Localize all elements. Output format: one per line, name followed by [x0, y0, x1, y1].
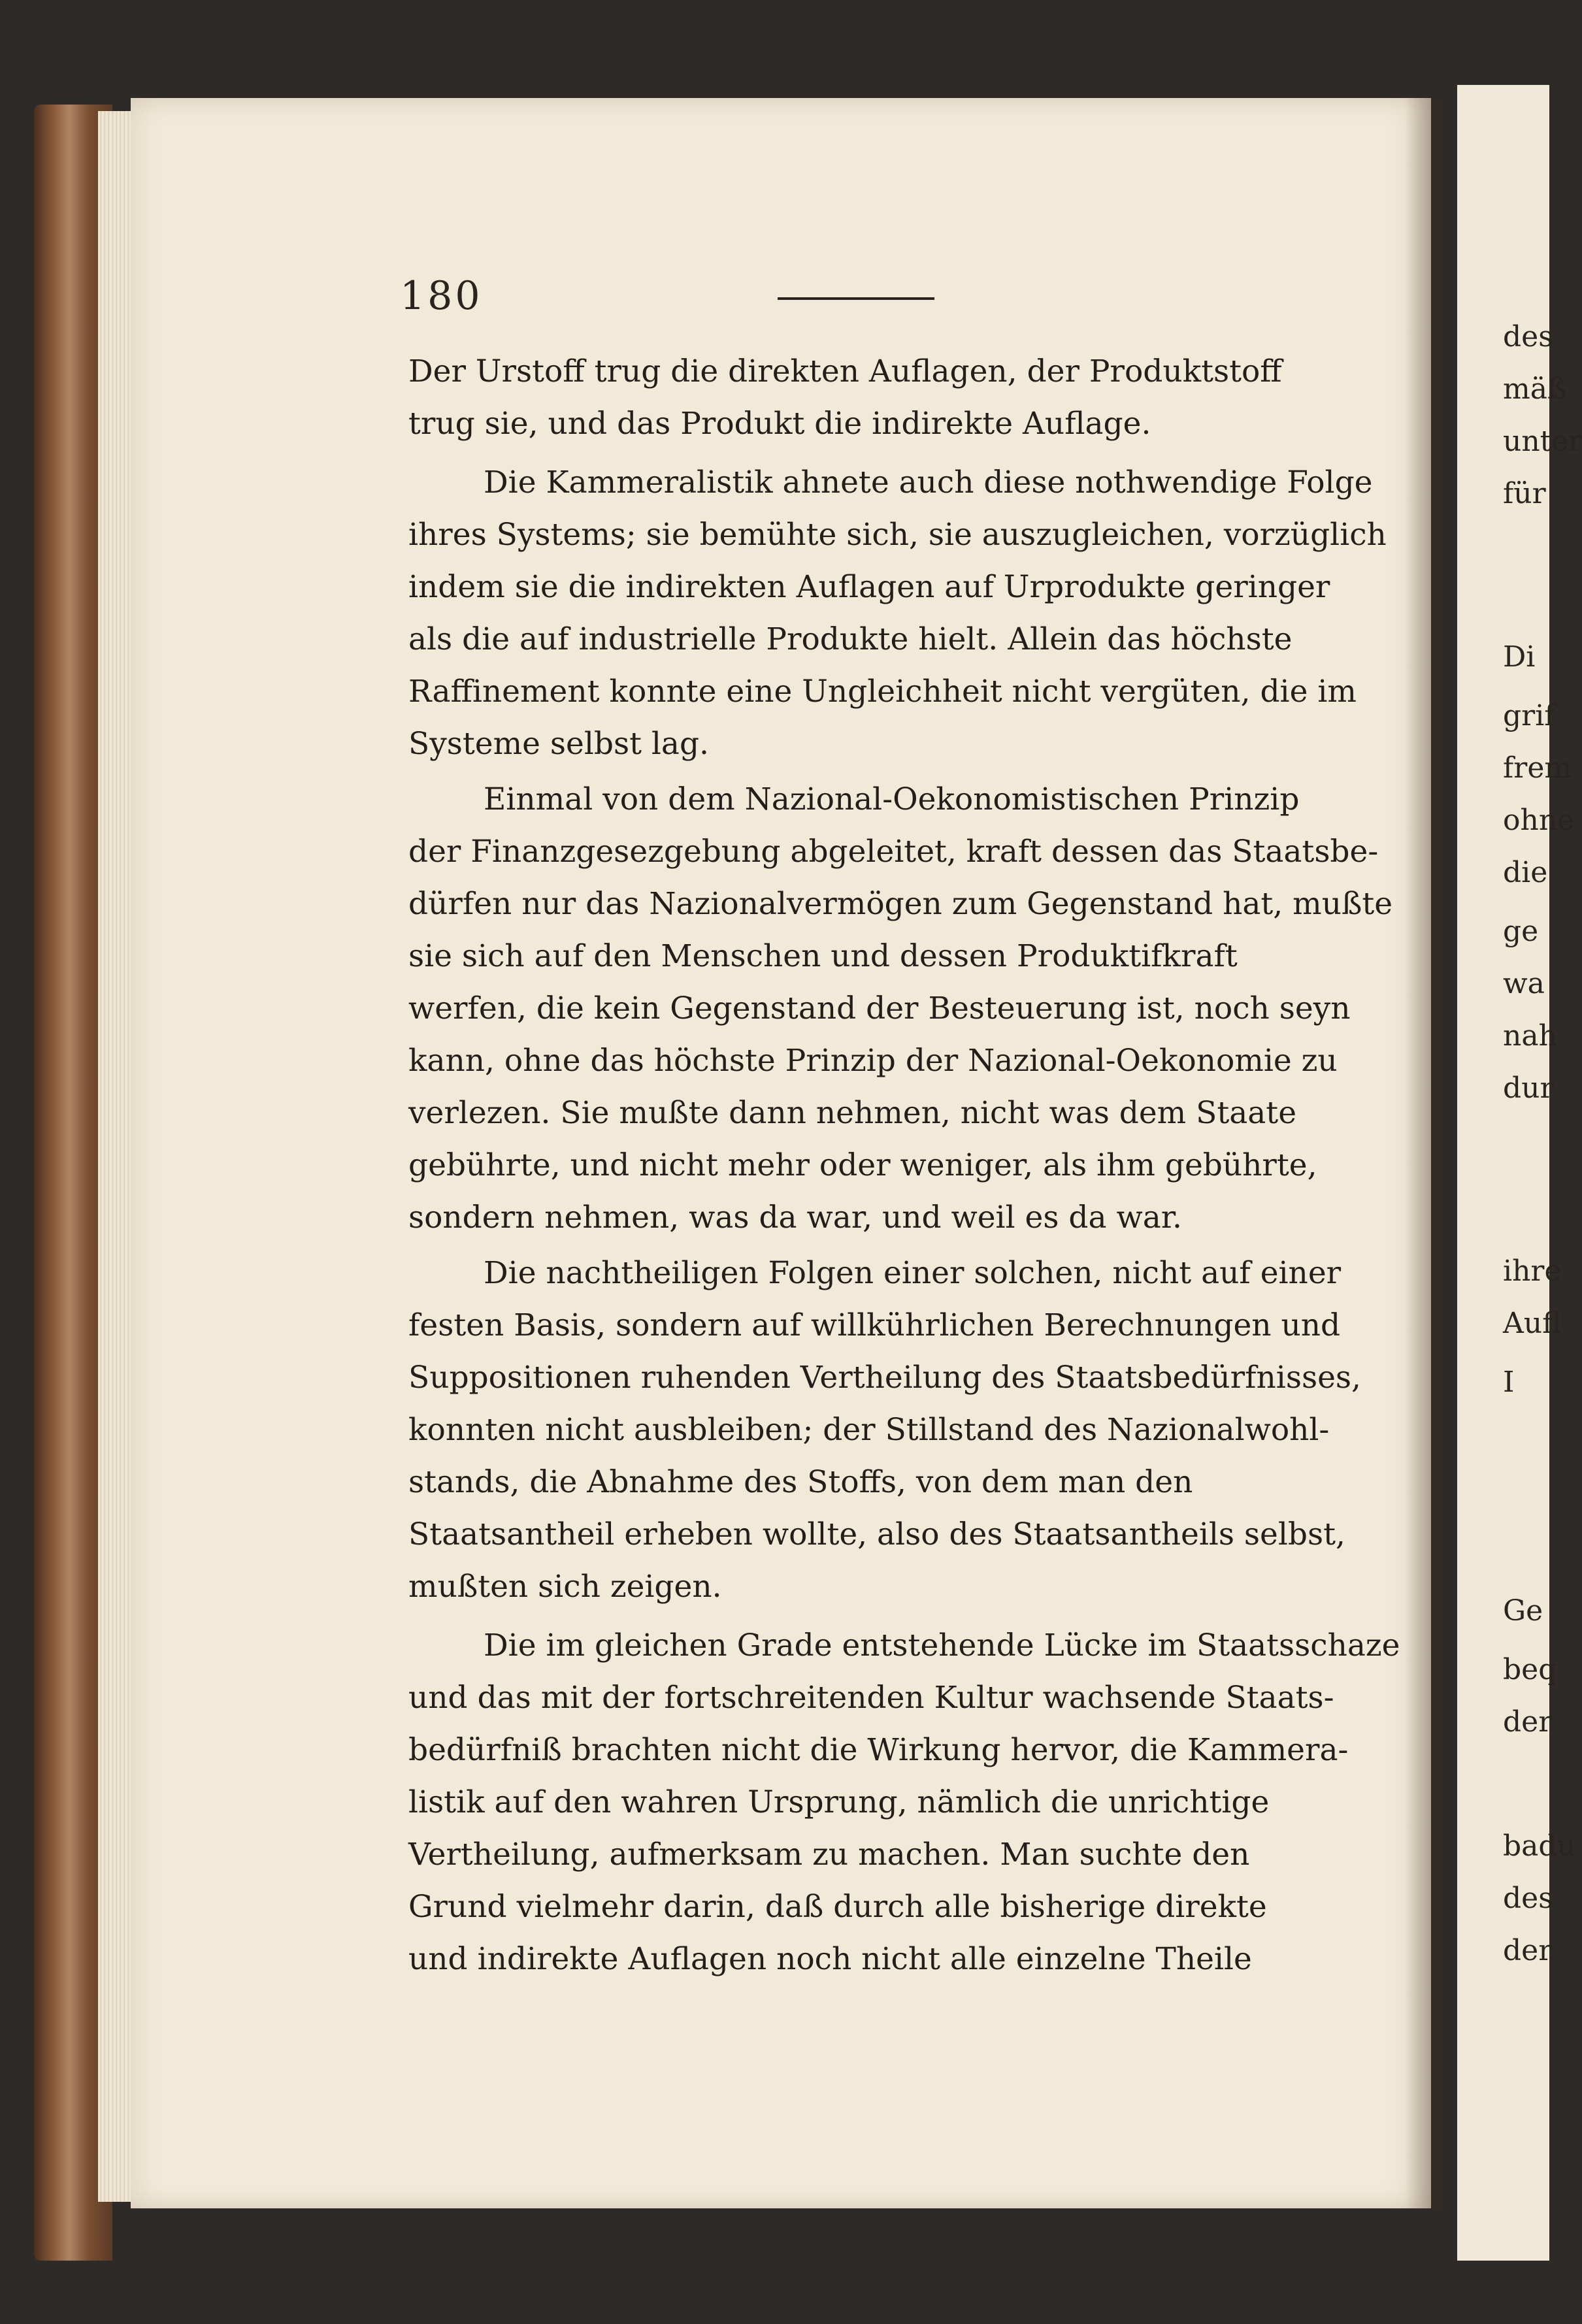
text-line: bedürfniß brachten nicht die Wirkung hervor, die Kammera- [408, 1732, 1349, 1768]
right-page-fragment: unter [1503, 425, 1582, 458]
right-page-fragment: grif [1503, 699, 1555, 732]
text-line: verlezen. Sie mußte dann nehmen, nicht was dem Staate [408, 1095, 1297, 1131]
book-gutter [1405, 98, 1457, 2208]
right-page-fragment: ohne [1503, 804, 1575, 837]
right-page-fragment: Ge [1503, 1594, 1543, 1628]
page-number: 180 [400, 273, 483, 319]
right-page-fragment: frem [1503, 751, 1572, 785]
right-page-fragment: wa [1503, 967, 1545, 1000]
right-page-fragment: mäß [1503, 372, 1567, 406]
text-line: Vertheilung, aufmerksam zu machen. Man suchte den [408, 1837, 1250, 1873]
right-page-fragment: ge [1503, 915, 1539, 948]
text-line: Der Urstoff trug die direkten Auflagen, der Produktstoff [408, 353, 1282, 389]
text-line: listik auf den wahren Ursprung, nämlich die unrichtige [408, 1784, 1270, 1820]
right-page-fragment: beq [1503, 1653, 1557, 1686]
text-line: kann, ohne das höchste Prinzip der Nazional-Oekonomie zu [408, 1043, 1338, 1079]
right-page-fragment: des [1503, 320, 1553, 353]
text-line: und das mit der fortschreitenden Kultur wachsende Staats- [408, 1680, 1334, 1716]
right-page-fragment: Aufl [1503, 1307, 1562, 1340]
text-line: Einmal von dem Nazional-Oekonomistischen Prinzip [484, 781, 1300, 817]
text-line: ihres Systems; sie bemühte sich, sie auszugleichen, vorzüglich [408, 517, 1387, 553]
text-line: trug sie, und das Produkt die indirekte Auflage. [408, 406, 1151, 442]
right-page-fragment: der [1503, 1705, 1553, 1739]
text-line: dürfen nur das Nazionalvermögen zum Gegenstand hat, mußte [408, 886, 1393, 922]
text-line: als die auf industrielle Produkte hielt. Allein das höchste [408, 621, 1293, 657]
text-line: Raffinement konnte eine Ungleichheit nicht vergüten, die im [408, 674, 1357, 710]
text-line: konnten nicht ausbleiben; der Stillstand des Nazionalwohl- [408, 1412, 1330, 1448]
right-page-fragment: dur [1503, 1072, 1554, 1105]
text-line: festen Basis, sondern auf willkührlichen Berechnungen und [408, 1307, 1341, 1343]
right-page-fragment: nah [1503, 1019, 1557, 1053]
text-line: indem sie die indirekten Auflagen auf Urprodukte geringer [408, 569, 1330, 605]
text-line: Die Kammeralistik ahnete auch diese nothwendige Folge [484, 465, 1373, 500]
right-page-fragment: für [1503, 477, 1546, 510]
text-line: Systeme selbst lag. [408, 726, 709, 762]
text-line: Die nachtheiligen Folgen einer solchen, nicht auf einer [484, 1255, 1342, 1291]
text-line: stands, die Abnahme des Stoffs, von dem man den [408, 1464, 1193, 1500]
right-page-fragment: ihre [1503, 1254, 1562, 1288]
text-line: und indirekte Auflagen noch nicht alle einzelne Theile [408, 1941, 1252, 1977]
right-page-fragment: badu [1503, 1829, 1575, 1863]
right-page-fragment: Di [1503, 640, 1536, 674]
right-page-fragment: des [1503, 1882, 1553, 1915]
right-page-fragment: der [1503, 1934, 1553, 1967]
header-rule [778, 297, 934, 300]
text-line: der Finanzgesezgebung abgeleitet, kraft dessen das Staatsbe- [408, 834, 1379, 870]
text-line: sie sich auf den Menschen und dessen Produktifkraft [408, 938, 1238, 974]
text-line: sondern nehmen, was da war, und weil es da war. [408, 1200, 1182, 1236]
text-line: Grund vielmehr darin, daß durch alle bisherige direkte [408, 1889, 1267, 1925]
right-page-fragment: I [1503, 1366, 1515, 1399]
text-line: gebührte, und nicht mehr oder weniger, als ihm gebührte, [408, 1147, 1317, 1183]
text-line: mußten sich zeigen. [408, 1569, 722, 1605]
text-line: werfen, die kein Gegenstand der Besteuerung ist, noch seyn [408, 990, 1351, 1026]
right-page-fragment: die [1503, 856, 1548, 889]
text-line: Die im gleichen Grade entstehende Lücke im Staatsschaze [484, 1628, 1400, 1663]
text-line: Staatsantheil erheben wollte, also des Staatsantheils selbst, [408, 1516, 1345, 1552]
text-line: Suppositionen ruhenden Vertheilung des Staatsbedürfnisses, [408, 1360, 1361, 1396]
